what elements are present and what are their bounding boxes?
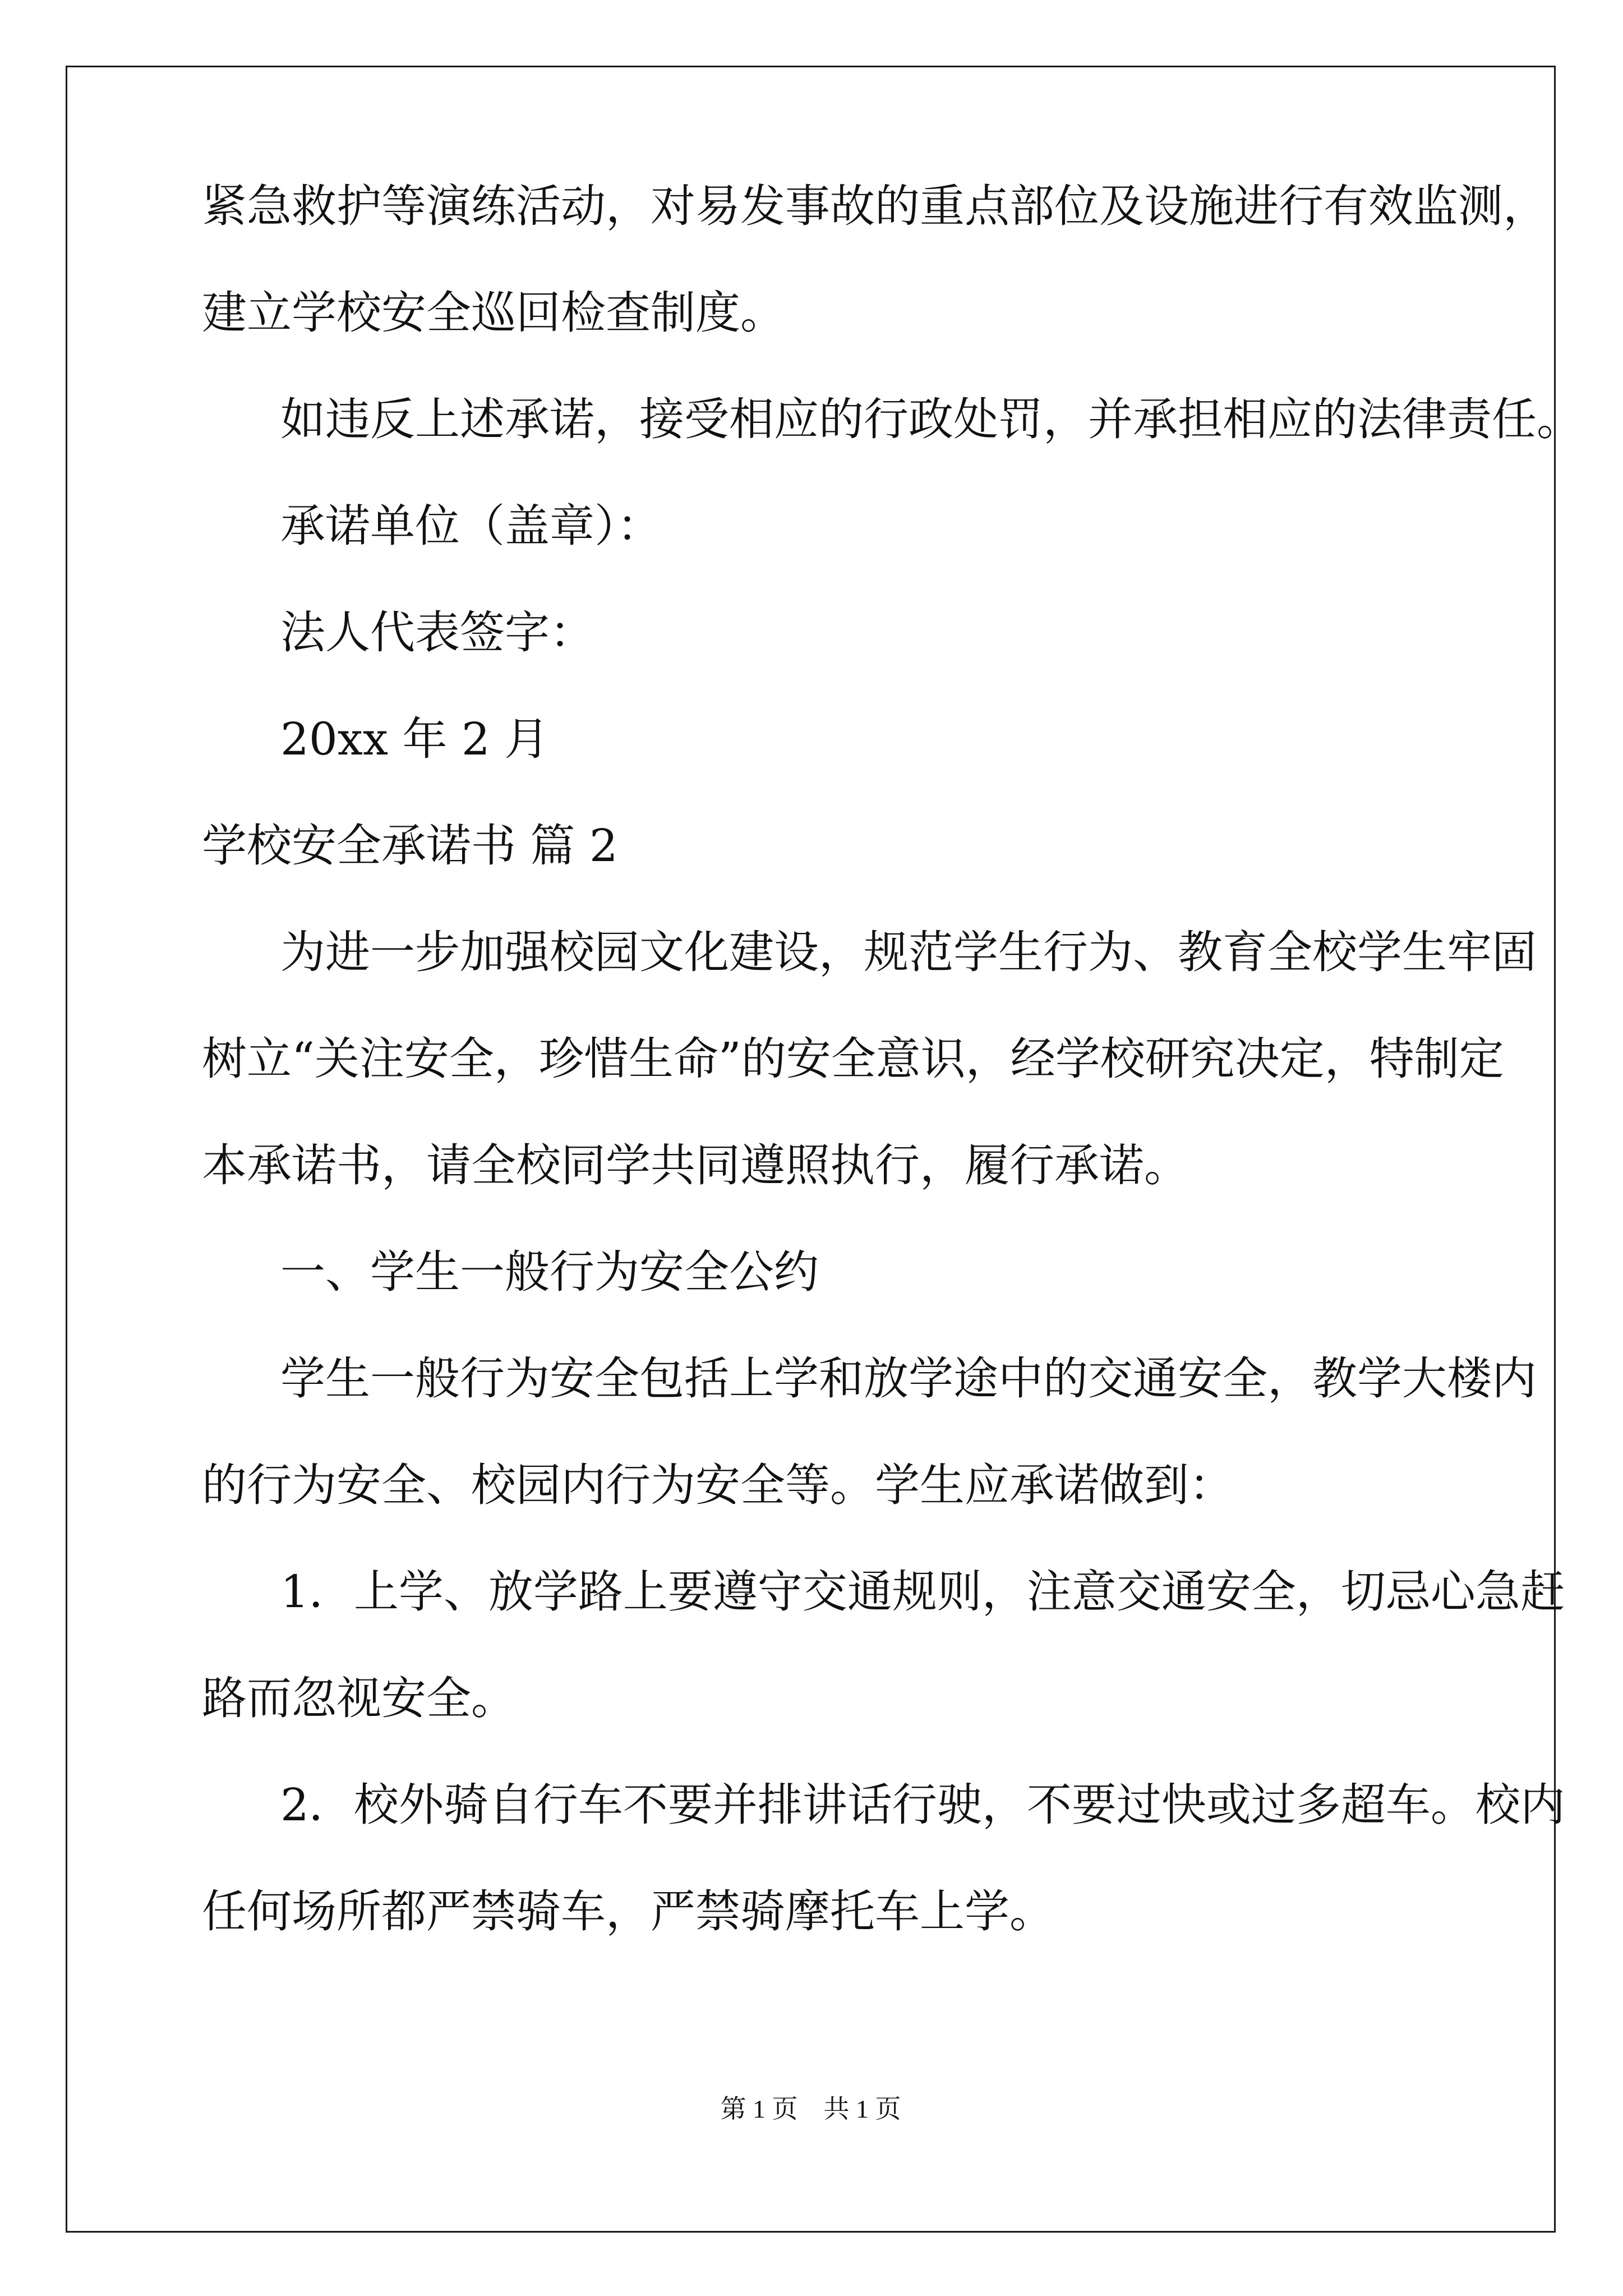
section-heading: 学校安全承诺书 篇 2 <box>202 820 618 872</box>
text-line: 1．上学、放学路上要遵守交通规则，注意交通安全，切忌心急赶 <box>280 1566 1565 1618</box>
text-line: 为进一步加强校园文化建设，规范学生行为、教育全校学生牢固 <box>280 926 1537 978</box>
text-line: 2．校外骑自行车不要并排讲话行驶，不要过快或过多超车。校内 <box>280 1779 1565 1831</box>
text-line: 20xx 年 2 月 <box>280 713 550 765</box>
page-footer: 第 1 页 共 1 页 <box>720 2095 901 2123</box>
text-line: 树立“关注安全，珍惜生命”的安全意识，经学校研究决定，特制定 <box>202 1033 1504 1085</box>
text-line: 如违反上述承诺，接受相应的行政处罚，并承担相应的法律责任。 <box>280 393 1581 445</box>
subsection-heading: 一、学生一般行为安全公约 <box>280 1246 819 1298</box>
text-line: 本承诺书，请全校同学共同遵照执行，履行承诺。 <box>202 1139 1189 1191</box>
text-line: 的行为安全、校园内行为安全等。学生应承诺做到： <box>202 1459 1234 1511</box>
text-line: 紧急救护等演练活动，对易发事故的重点部位及设施进行有效监测， <box>202 180 1548 232</box>
text-line: 承诺单位（盖章）： <box>280 500 662 552</box>
text-line: 路而忽视安全。 <box>202 1672 516 1724</box>
text-line: 任何场所都严禁骑车，严禁骑摩托车上学。 <box>202 1885 1054 1938</box>
text-line: 学生一般行为安全包括上学和放学途中的交通安全，教学大楼内 <box>280 1352 1537 1405</box>
page-frame <box>66 66 1581 2233</box>
text-line: 建立学校安全巡回检查制度。 <box>202 287 785 339</box>
text-line: 法人代表签字： <box>280 606 594 659</box>
